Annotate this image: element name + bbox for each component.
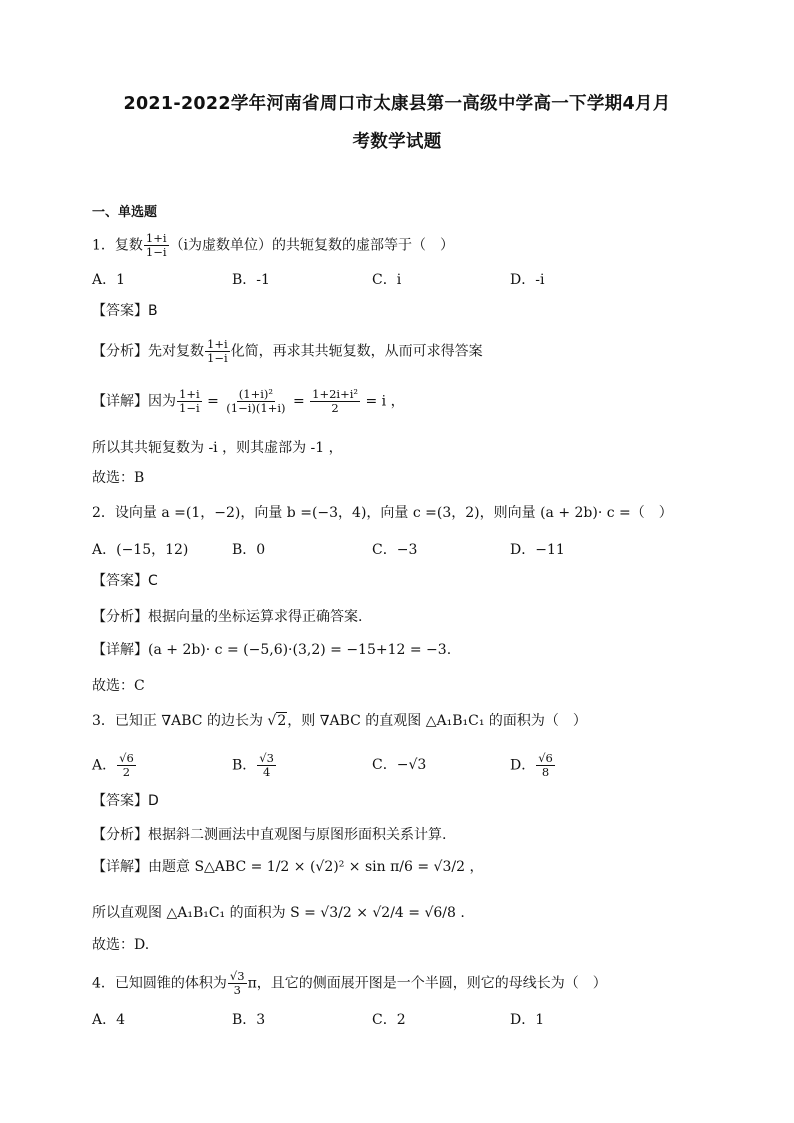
q1-option-d: D．-i	[510, 272, 545, 288]
q2-stem: 2．设向量 a =(1，−2)，向量 b =(−3，4)，向量 c =(3，2)，则向量 (a + 2b)· c =（ ）	[92, 505, 673, 521]
q3-option-d: D． $\frac{√6}{8}$	[510, 751, 553, 779]
q1-option-a: A．1	[92, 272, 126, 288]
q3-option-c: C．−√3	[372, 757, 427, 773]
section-heading: 一、单选题	[92, 205, 158, 220]
q2-option-a: A．(−15，12)	[92, 542, 189, 558]
q4-option-b: B．3	[232, 1012, 266, 1028]
q1-option-b: B．-1	[232, 272, 270, 288]
q3-conclusion: 所以直观图 △A₁B₁C₁ 的面积为 S = √3/2 × √2/4 = √6/8 .	[92, 905, 465, 921]
q2-option-b: B．0	[232, 542, 266, 558]
q4-option-c: C．2	[372, 1012, 406, 1028]
q1-stem	[92, 232, 454, 259]
q4-option-a: A．4	[92, 1012, 126, 1028]
page-title-line-2: 考数学试题	[352, 132, 442, 152]
q2-answer: 【答案】C	[92, 573, 158, 589]
q3-choice: 故选：D.	[92, 937, 150, 953]
q2-analysis: 【分析】根据向量的坐标运算求得正确答案.	[92, 609, 363, 625]
q4-fraction: $\frac{√3}{3}$	[229, 969, 245, 997]
q2-choice: 故选：C	[92, 678, 145, 694]
q1-option-c: C．i	[372, 272, 402, 288]
q1-analysis: 【分析】先对复数 $\frac{1+i}{1-i}$ 化简，再求其共轭复数，从而可求得答案	[92, 337, 483, 365]
q4-stem: 4．已知圆锥的体积为 $\frac{√3}{3}$ π，且它的侧面展开图是一个半圆，则它的母线长为（ ）	[92, 969, 607, 997]
q3-answer: 【答案】D	[92, 793, 159, 809]
q2-option-d: D．−11	[510, 542, 565, 558]
q1-detail-fraction-3: $\frac{\text{1+2i+i²}}{2}$	[312, 387, 359, 415]
q3-analysis: 【分析】根据斜二测画法中直观图与原图形面积关系计算.	[92, 827, 447, 843]
q3-option-a: A． $\frac{√6}{2}$	[92, 751, 134, 779]
q1-fraction: $\frac{1+i}{1-i}$	[145, 231, 167, 259]
q1-conclusion: 所以其共轭复数为 -i ，则其虚部为 -1 ，	[92, 440, 343, 456]
q2-option-c: C．−3	[372, 542, 418, 558]
q1-analysis-fraction: $\frac{1+i}{1-i}$	[207, 337, 228, 365]
q1-stem-pre: 1．复数	[92, 237, 143, 254]
q3-detail: 【详解】由题意 S△ABC = 1/2 × (√2)² × sin π/6 = √3/2 ，	[92, 859, 484, 875]
q1-detail-fraction-2: $\frac{\text{(1+i)²}}{(1-i)(1+i)}$	[226, 387, 286, 415]
q1-detail: 【详解】因为 $\frac{1+i}{1-i}$ = $\frac{\text{(1+i)²}}{(1-i)(1+i)}$ = $\frac{\text{1+2i+i²}}{2}$ = i ，	[92, 387, 405, 415]
q1-choice: 故选：B	[92, 470, 145, 486]
page-title-line-1: 2021-2022学年河南省周口市太康县第一高级中学高一下学期4月月	[123, 94, 671, 114]
q3-option-b: B． $\frac{√3}{4}$	[232, 751, 274, 779]
q1-stem-post: （i为虚数单位）的共轭复数的虚部等于（ ）	[169, 237, 455, 254]
q1-answer: 【答案】B	[92, 303, 158, 319]
q4-option-d: D．1	[510, 1012, 545, 1028]
q3-stem: 3．已知正 ∇ABC 的边长为 √2，则 ∇ABC 的直观图 △A₁B₁C₁ 的面积为（ ）	[92, 713, 587, 729]
q2-detail: 【详解】(a + 2b)· c = (−5,6)·(3,2) = −15+12 = −3.	[92, 642, 452, 658]
